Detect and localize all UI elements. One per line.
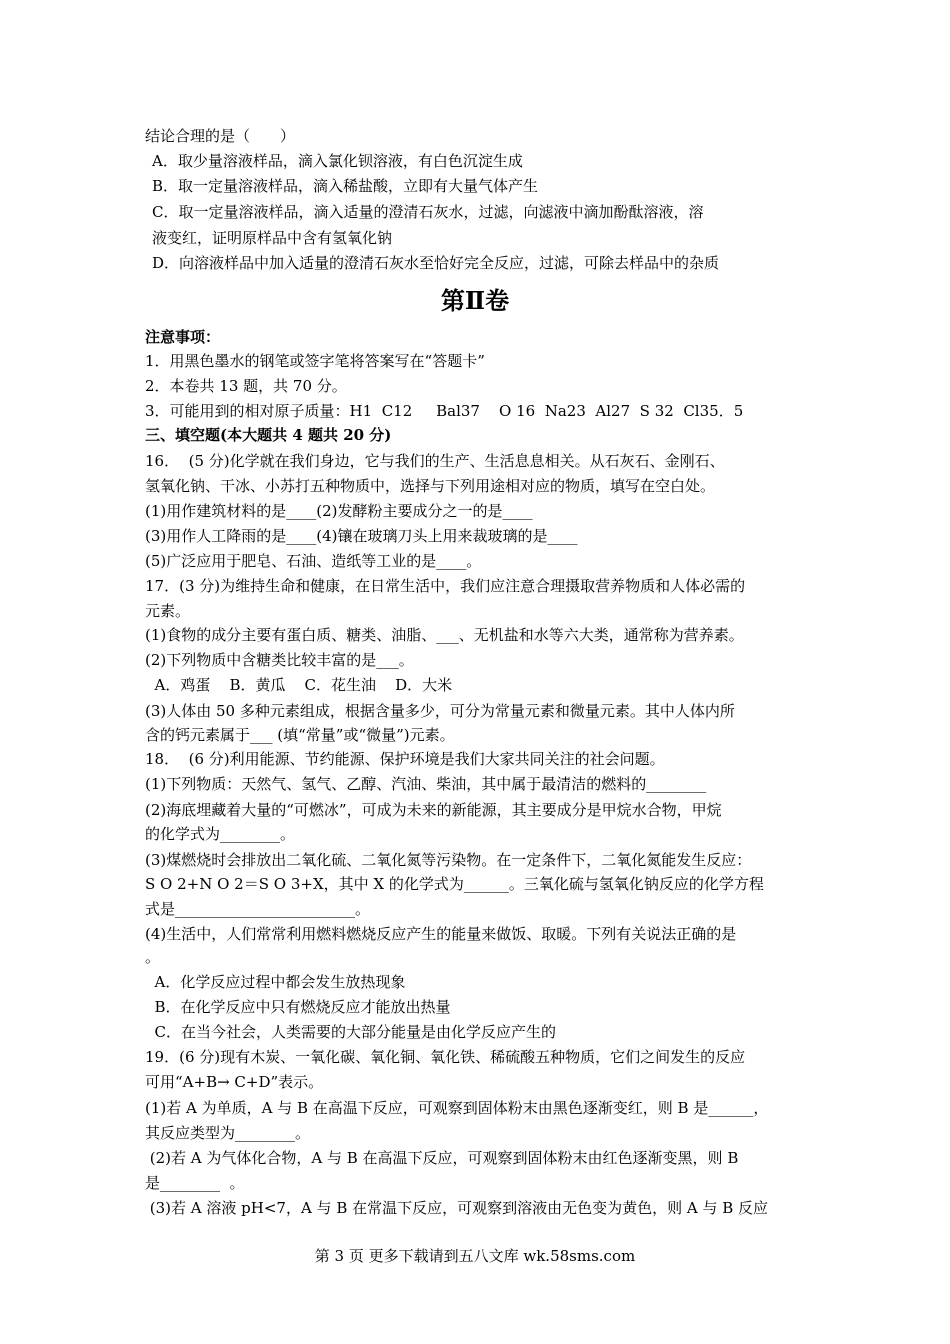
q19-line-3: (1)若 A 为单质，A 与 B 在高温下反应，可观察到固体粉末由黑色逐渐变红，则 B 是______， [145, 1099, 769, 1117]
q17-line-7: 含的钙元素属于___ (填“常量”或“微量”)元素。 [145, 726, 455, 744]
q19-line-5: (2)若 A 为气体化合物，A 与 B 在高温下反应，可观察到固体粉末由红色逐渐变黑，则 B [145, 1149, 739, 1167]
q17-line-3: (1)食物的成分主要有蛋白质、糖类、油脂、___、无机盐和水等六大类，通常称为营养素。 [145, 626, 744, 644]
q18-option-c: C．在当今社会，人类需要的大部分能量是由化学反应产生的 [145, 1023, 557, 1041]
option-a: A．取少量溶液样品，滴入氯化钡溶液，有白色沉淀生成 [152, 152, 523, 170]
q17-line-5: A．鸡蛋 B．黄瓜 C．花生油 D．大米 [145, 676, 453, 694]
q16-line-1: 16． (5 分)化学就在我们身边，它与我们的生产、生活息息相关。从石灰石、金刚石、 [145, 452, 725, 470]
q19-line-2: 可用“A+B→ C+D”表示。 [145, 1073, 324, 1091]
part-three-heading: 三、填空题(本大题共 4 题共 20 分) [145, 426, 392, 444]
q19-line-6: 是________ 。 [145, 1174, 245, 1192]
q16-line-2: 氢氧化钠、干冰、小苏打五种物质中，选择与下列用途相对应的物质，填写在空白处。 [145, 477, 716, 495]
q17-line-4: (2)下列物质中含糖类比较丰富的是___。 [145, 651, 414, 669]
q18-line-1: 18． (6 分)利用能源、节约能源、保护环境是我们大家共同关注的社会问题。 [145, 750, 665, 768]
question-stem: 结论合理的是（ ） [145, 127, 296, 145]
option-b: B．取一定量溶液样品，滴入稀盐酸，立即有大量气体产生 [152, 177, 539, 195]
section-title: 第Ⅱ卷 [440, 286, 510, 315]
q17-line-2: 元素。 [145, 602, 191, 620]
q18-line-4: 的化学式为________。 [145, 825, 296, 843]
q18-option-b: B．在化学反应中只有燃烧反应才能放出热量 [145, 998, 451, 1016]
q18-line-9: 。 [145, 948, 161, 966]
q18-line-8: (4)生活中，人们常常利用燃料燃烧反应产生的能量来做饭、取暖。下列有关说法正确的是 [145, 925, 737, 943]
q18-option-a: A．化学反应过程中都会发生放热现象 [145, 973, 406, 991]
page-footer: 第 3 页 更多下载请到五八文库 wk.58sms.com [314, 1247, 636, 1265]
note-item-1: 1．用黑色墨水的钢笔或签字笔将答案写在“答题卡” [145, 352, 485, 370]
q18-line-7: 式是________________________。 [145, 900, 371, 918]
option-c-continued: 液变红，证明原样品中含有氢氧化钠 [152, 229, 393, 247]
option-c: C．取一定量溶液样品，滴入适量的澄清石灰水，过滤，向滤液中滴加酚酞溶液，溶 [152, 203, 704, 221]
notes-heading: 注意事项： [145, 328, 221, 346]
q17-line-6: (3)人体由 50 多种元素组成，根据含量多少，可分为常量元素和微量元素。其中人体内所 [145, 702, 735, 720]
q16-line-5: (5)广泛应用于肥皂、石油、造纸等工业的是____。 [145, 552, 482, 570]
q17-line-1: 17．(3 分)为维持生命和健康，在日常生活中，我们应注意合理摄取营养物质和人体必需的 [145, 577, 746, 595]
note-item-2: 2．本卷共 13 题，共 70 分。 [145, 377, 347, 395]
q16-line-3: (1)用作建筑材料的是____(2)发酵粉主要成分之一的是____ [145, 502, 533, 520]
q18-line-5: (3)煤燃烧时会排放出二氧化硫、二氧化氮等污染物。在一定条件下，二氧化氮能发生反应： [145, 851, 752, 869]
q16-line-4: (3)用作人工降雨的是____(4)镶在玻璃刀头上用来裁玻璃的是____ [145, 527, 578, 545]
q18-line-3: (2)海底埋藏着大量的“可燃冰”，可成为未来的新能源，其主要成分是甲烷水合物，甲烷 [145, 801, 722, 819]
q18-line-2: (1)下列物质：天然气、氢气、乙醇、汽油、柴油，其中属于最清洁的燃料的________ [145, 775, 707, 793]
q18-line-6: S O 2+N O 2＝S O 3+X，其中 X 的化学式为______。三氧化硫与氢氧化钠反应的化学方程 [145, 875, 764, 893]
option-d: D．向溶液样品中加入适量的澄清石灰水至恰好完全反应，过滤，可除去样品中的杂质 [152, 254, 720, 272]
q19-line-4: 其反应类型为________。 [145, 1124, 311, 1142]
q19-line-7: (3)若 A 溶液 pH<7，A 与 B 在常温下反应，可观察到溶液由无色变为黄色，则 A 与 B 反应 [145, 1199, 769, 1217]
note-item-3: 3．可能用到的相对原子质量：H1 C12 Bal37 O 16 Na23 Al27 S 32 Cl35．5 [145, 402, 744, 420]
q19-line-1: 19．(6 分)现有木炭、一氧化碳、氧化铜、氧化铁、稀硫酸五种物质，它们之间发生的反应 [145, 1048, 746, 1066]
